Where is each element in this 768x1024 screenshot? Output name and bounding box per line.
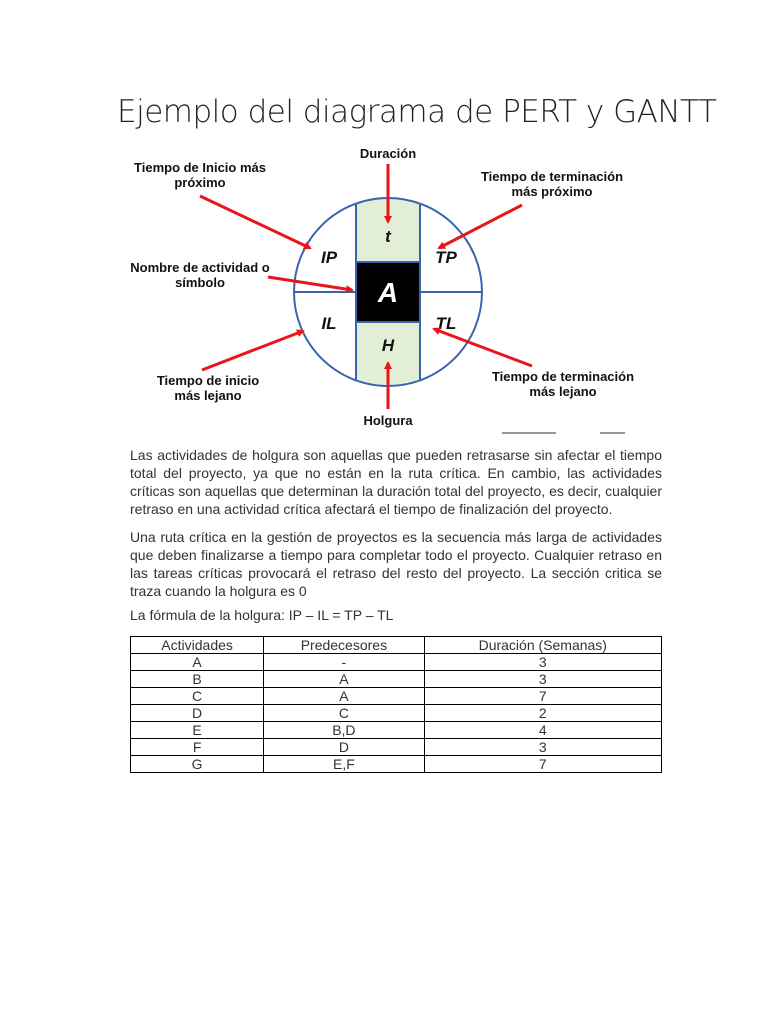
- column-header: Predecesores: [264, 637, 424, 654]
- table-cell: 7: [424, 688, 661, 705]
- label-il-2: más lejano: [174, 388, 242, 403]
- table-cell: A: [264, 688, 424, 705]
- symbol-ip: IP: [320, 248, 338, 267]
- label-ip-2: próximo: [174, 175, 226, 190]
- table-cell: F: [131, 739, 264, 756]
- symbol-a: A: [377, 277, 399, 308]
- table-row: [131, 688, 662, 705]
- table-cell: A: [131, 654, 264, 671]
- formula-text: La fórmula de la holgura: IP – IL = TP – TL: [130, 607, 394, 623]
- table-row: [131, 739, 662, 756]
- symbol-il: IL: [321, 314, 337, 333]
- page-title: Ejemplo del diagrama de PERT y GANTT: [117, 94, 717, 130]
- activities-table: [130, 636, 662, 773]
- label-name-1: Nombre de actividad o: [130, 260, 270, 275]
- table-cell: 4: [424, 722, 661, 739]
- table-row: [131, 671, 662, 688]
- label-name-2: símbolo: [175, 275, 225, 290]
- label-tl-2: más lejano: [529, 384, 597, 399]
- table-cell: E,F: [264, 756, 424, 773]
- table-cell: E: [131, 722, 264, 739]
- table-cell: 3: [424, 654, 661, 671]
- label-duracion: Duración: [359, 146, 417, 161]
- pert-node-diagram: [0, 0, 768, 440]
- table-header-row: [131, 637, 662, 654]
- table-row: [131, 654, 662, 671]
- symbol-tl: TL: [435, 314, 457, 333]
- table-cell: G: [131, 756, 264, 773]
- table-cell: D: [264, 739, 424, 756]
- label-tp-1: Tiempo de terminación: [480, 169, 624, 184]
- arrow-tp: [439, 205, 522, 248]
- column-header: Actividades: [131, 637, 264, 654]
- column-header: Duración (Semanas): [424, 637, 661, 654]
- arrow-tl: [434, 329, 532, 366]
- symbol-h: H: [381, 336, 395, 355]
- paragraph-ruta-critica: Una ruta crítica en la gestión de proyectos es la secuencia más larga de actividades que deben finalizarse a tiempo para completar todo el proyecto. Cualquier retraso en las tareas críticas provocará el retraso del resto del proyecto. La sección critica se traza cuando la holgura es 0: [130, 529, 662, 599]
- table-cell: A: [264, 671, 424, 688]
- label-tl-1: Tiempo de terminación: [491, 369, 635, 384]
- paragraph-holgura: Las actividades de holgura son aquellas que pueden retrasarse sin afectar el tiempo total del proyecto, ya que no están en la ruta crítica. En cambio, las actividades críticas son aquellas que determinan la duración total del proyecto, es decir, cualquier retraso en una actividad crítica afectará el tiempo de finalización del proyecto.: [130, 447, 662, 517]
- arrow-ip: [200, 196, 310, 248]
- table-row: [131, 722, 662, 739]
- table-cell: D: [131, 705, 264, 722]
- label-tp-2: más próximo: [511, 184, 593, 199]
- table-cell: 2: [424, 705, 661, 722]
- symbol-tp: TP: [435, 248, 457, 267]
- table-cell: 7: [424, 756, 661, 773]
- arrow-name: [268, 277, 352, 290]
- label-holgura: Holgura: [363, 413, 413, 428]
- symbol-t: t: [385, 227, 391, 246]
- arrow-il: [202, 331, 303, 370]
- table-cell: C: [131, 688, 264, 705]
- label-il-1: Tiempo de inicio: [156, 373, 260, 388]
- table-cell: B: [131, 671, 264, 688]
- table-cell: C: [264, 705, 424, 722]
- table-cell: -: [264, 654, 424, 671]
- table-cell: B,D: [264, 722, 424, 739]
- table-row: [131, 705, 662, 722]
- label-ip-1: Tiempo de Inicio más: [134, 160, 266, 175]
- table-cell: 3: [424, 739, 661, 756]
- table-row: [131, 756, 662, 773]
- table-cell: 3: [424, 671, 661, 688]
